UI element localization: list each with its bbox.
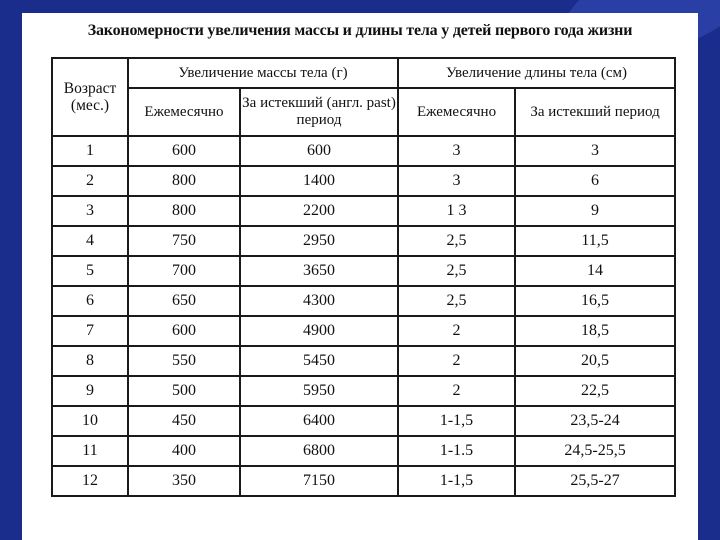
cell-weight-period: 4900	[240, 316, 398, 346]
table-row	[52, 436, 675, 466]
cell-weight-period: 3650	[240, 256, 398, 286]
cell-weight-period: 6400	[240, 406, 398, 436]
cell-length-monthly: 2,5	[398, 286, 515, 316]
table-row	[52, 376, 675, 406]
table-row	[52, 286, 675, 316]
table-row	[52, 316, 675, 346]
cell-length-monthly: 1-1.5	[398, 436, 515, 466]
cell-age: 6	[52, 286, 128, 316]
cell-length-monthly: 1-1,5	[398, 406, 515, 436]
table-row	[52, 406, 675, 436]
cell-weight-period: 4300	[240, 286, 398, 316]
cell-weight-monthly: 800	[128, 166, 240, 196]
header-length-group: Увеличение длины тела (см)	[398, 58, 675, 88]
cell-length-period: 6	[515, 166, 675, 196]
cell-age: 12	[52, 466, 128, 496]
slide-panel	[22, 13, 698, 540]
cell-length-period: 20,5	[515, 346, 675, 376]
cell-weight-period: 600	[240, 136, 398, 166]
cell-weight-monthly: 800	[128, 196, 240, 226]
header-weight-monthly: Ежемесячно	[128, 88, 240, 136]
cell-weight-period: 7150	[240, 466, 398, 496]
cell-age: 4	[52, 226, 128, 256]
cell-weight-period: 5950	[240, 376, 398, 406]
table-row	[52, 136, 675, 166]
cell-length-period: 25,5-27	[515, 466, 675, 496]
table-title: Закономерности увеличения массы и длины тела у детей первого года жизни	[87, 22, 633, 39]
cell-weight-monthly: 350	[128, 466, 240, 496]
cell-weight-monthly: 400	[128, 436, 240, 466]
cell-length-period: 18,5	[515, 316, 675, 346]
cell-age: 3	[52, 196, 128, 226]
cell-weight-monthly: 500	[128, 376, 240, 406]
table-row	[52, 256, 675, 286]
cell-length-period: 14	[515, 256, 675, 286]
cell-age: 1	[52, 136, 128, 166]
cell-length-monthly: 3	[398, 166, 515, 196]
cell-weight-monthly: 750	[128, 226, 240, 256]
header-row-subcolumns	[52, 88, 675, 136]
header-row-groups	[52, 58, 675, 88]
header-weight-group: Увеличение массы тела (г)	[128, 58, 398, 88]
cell-age: 2	[52, 166, 128, 196]
table-row	[52, 166, 675, 196]
cell-length-period: 24,5-25,5	[515, 436, 675, 466]
cell-weight-period: 5450	[240, 346, 398, 376]
cell-length-period: 11,5	[515, 226, 675, 256]
cell-length-monthly: 2,5	[398, 256, 515, 286]
header-age: Возраст (мес.)	[52, 58, 128, 136]
cell-age: 8	[52, 346, 128, 376]
cell-length-period: 23,5-24	[515, 406, 675, 436]
cell-age: 7	[52, 316, 128, 346]
cell-weight-period: 1400	[240, 166, 398, 196]
cell-weight-period: 6800	[240, 436, 398, 466]
table-row	[52, 226, 675, 256]
cell-length-period: 3	[515, 136, 675, 166]
cell-length-period: 22,5	[515, 376, 675, 406]
table-row	[52, 466, 675, 496]
cell-length-monthly: 2	[398, 346, 515, 376]
cell-age: 10	[52, 406, 128, 436]
header-length-period: За истекший период	[515, 88, 675, 136]
cell-age: 11	[52, 436, 128, 466]
cell-weight-monthly: 600	[128, 136, 240, 166]
cell-length-monthly: 1 3	[398, 196, 515, 226]
cell-length-monthly: 2,5	[398, 226, 515, 256]
header-length-monthly: Ежемесячно	[398, 88, 515, 136]
cell-weight-monthly: 550	[128, 346, 240, 376]
cell-weight-monthly: 700	[128, 256, 240, 286]
cell-length-period: 16,5	[515, 286, 675, 316]
table-header	[52, 58, 675, 136]
table-row	[52, 346, 675, 376]
header-weight-period: За истекший (англ. past) период	[240, 88, 398, 136]
cell-length-monthly: 2	[398, 316, 515, 346]
table-body	[52, 136, 675, 496]
cell-length-period: 9	[515, 196, 675, 226]
growth-table	[51, 57, 676, 497]
cell-length-monthly: 2	[398, 376, 515, 406]
cell-weight-monthly: 600	[128, 316, 240, 346]
cell-age: 9	[52, 376, 128, 406]
cell-weight-period: 2950	[240, 226, 398, 256]
cell-weight-monthly: 450	[128, 406, 240, 436]
cell-length-monthly: 1-1,5	[398, 466, 515, 496]
cell-length-monthly: 3	[398, 136, 515, 166]
cell-weight-monthly: 650	[128, 286, 240, 316]
cell-weight-period: 2200	[240, 196, 398, 226]
table-row	[52, 196, 675, 226]
cell-age: 5	[52, 256, 128, 286]
